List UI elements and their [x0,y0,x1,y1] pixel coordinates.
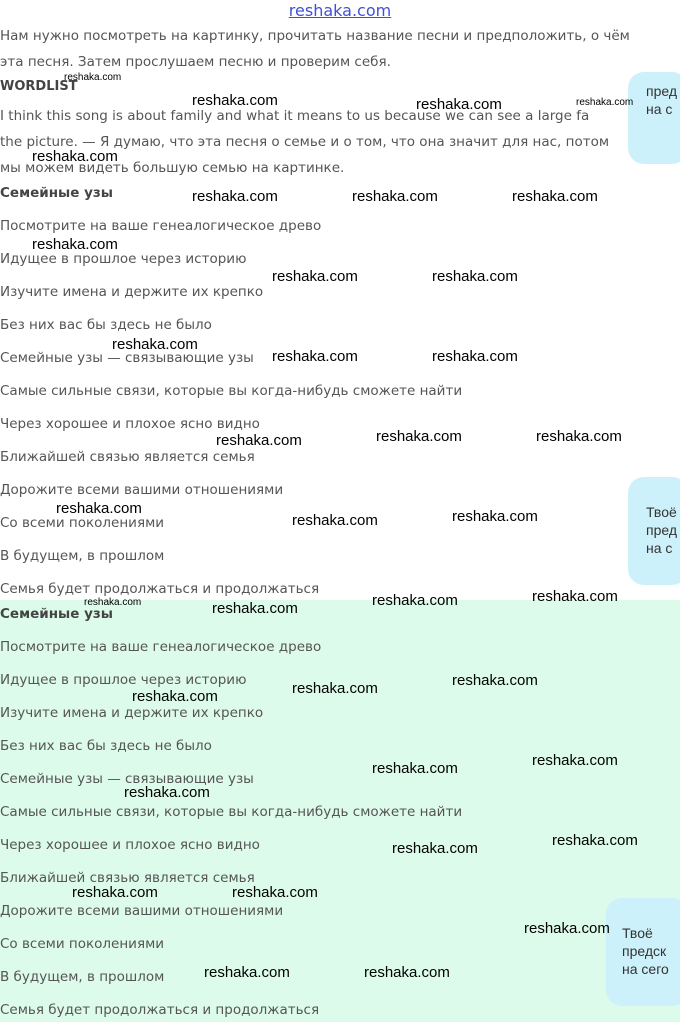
lyric-line: Без них вас бы здесь не было [0,738,212,754]
lyric-line: В будущем, в прошлом [0,548,165,564]
chat-bubble[interactable] [628,477,680,585]
watermark: reshaka.com [432,348,518,365]
watermark: reshaka.com [112,336,198,353]
watermark: reshaka.com [352,188,438,205]
watermark: reshaka.com [64,72,122,83]
watermark: reshaka.com [576,97,634,108]
lyric-line: Изучите имена и держите их крепко [0,705,264,721]
watermark: reshaka.com [532,588,618,605]
watermark: reshaka.com [372,592,458,609]
watermark: reshaka.com [292,512,378,529]
watermark: reshaka.com [432,268,518,285]
watermark: reshaka.com [192,188,278,205]
lyric-line: Ближайшей связью является семья [0,449,255,465]
song-title: Семейные узы [0,185,113,201]
watermark: reshaka.com [56,500,142,517]
bubble-line: пред [646,522,678,538]
watermark: reshaka.com [232,884,318,901]
bubble-line: на с [646,540,673,556]
bubble-line: на с [646,101,673,117]
lyric-line: Через хорошее и плохое ясно видно [0,416,260,432]
lyric-line: В будущем, в прошлом [0,969,165,985]
watermark: reshaka.com [376,428,462,445]
watermark: reshaka.com [272,268,358,285]
watermark: reshaka.com [524,920,610,937]
watermark: reshaka.com [72,884,158,901]
watermark: reshaka.com [452,508,538,525]
bubble-line: предск [622,943,667,959]
chat-bubble[interactable] [606,898,680,1006]
song-title-repeat: Семейные узы [0,606,113,622]
chat-bubble[interactable] [628,72,680,164]
bubble-line: пред [646,83,678,99]
lyric-line: Самые сильные связи, которые вы когда-нибудь сможете найти [0,383,463,399]
watermark: reshaka.com [132,688,218,705]
watermark: reshaka.com [192,92,278,109]
watermark: reshaka.com [512,188,598,205]
lyric-line: Идущее в прошлое через историю [0,251,247,267]
lyric-line: Через хорошее и плохое ясно видно [0,837,260,853]
bubble-line: на сего [622,961,669,977]
watermark: reshaka.com [212,600,298,617]
lyric-line: Со всеми поколениями [0,936,165,952]
lyric-line: Дорожите всеми вашими отношениями [0,903,284,919]
bubble-line: Твоё [622,925,653,941]
lyric-line: Посмотрите на ваше генеалогическое древо [0,639,322,655]
bubble-line: Твоё [646,504,677,520]
lyric-line: Семейные узы — связывающие узы [0,771,254,787]
site-link[interactable]: reshaka.com [288,1,392,20]
watermark: reshaka.com [372,760,458,777]
watermark: reshaka.com [452,672,538,689]
watermark: reshaka.com [216,432,302,449]
wordlist-label: WORDLIST [0,79,78,94]
lyric-line: Посмотрите на ваше генеалогическое древо [0,218,322,234]
watermark: reshaka.com [124,784,210,801]
watermark: reshaka.com [84,597,142,608]
lyric-line: Семья будет продолжаться и продолжаться [0,581,320,597]
lyric-line: Семья будет продолжаться и продолжаться [0,1002,320,1018]
watermark: reshaka.com [32,148,118,165]
watermark: reshaka.com [364,964,450,981]
translation-line-1: I think this song is about family and what it means to us because we can see a large fa [0,108,590,124]
watermark: reshaka.com [292,680,378,697]
watermark: reshaka.com [392,840,478,857]
watermark: reshaka.com [532,752,618,769]
intro-line-1: Нам нужно посмотреть на картинку, прочитать название песни и предположить, о чём [0,28,630,44]
watermark: reshaka.com [272,348,358,365]
intro-line-2: эта песня. Затем прослушаем песню и проверим себя. [0,54,391,70]
watermark: reshaka.com [416,96,502,113]
watermark: reshaka.com [32,236,118,253]
translation-line-2: the picture. — Я думаю, что эта песня о семье и о том, что она значит для нас, потом [0,134,610,150]
lyric-line: Дорожите всеми вашими отношениями [0,482,284,498]
translation-line-3: мы можем видеть большую семью на картинке. [0,160,345,176]
lyric-line: Без них вас бы здесь не было [0,317,212,333]
lyric-line: Со всеми поколениями [0,515,165,531]
watermark: reshaka.com [204,964,290,981]
watermark: reshaka.com [552,832,638,849]
lyric-line: Самые сильные связи, которые вы когда-нибудь сможете найти [0,804,463,820]
lyric-line: Идущее в прошлое через историю [0,672,247,688]
lyric-line: Семейные узы — связывающие узы [0,350,254,366]
watermark: reshaka.com [536,428,622,445]
lyric-line: Ближайшей связью является семья [0,870,255,886]
lyric-line: Изучите имена и держите их крепко [0,284,264,300]
